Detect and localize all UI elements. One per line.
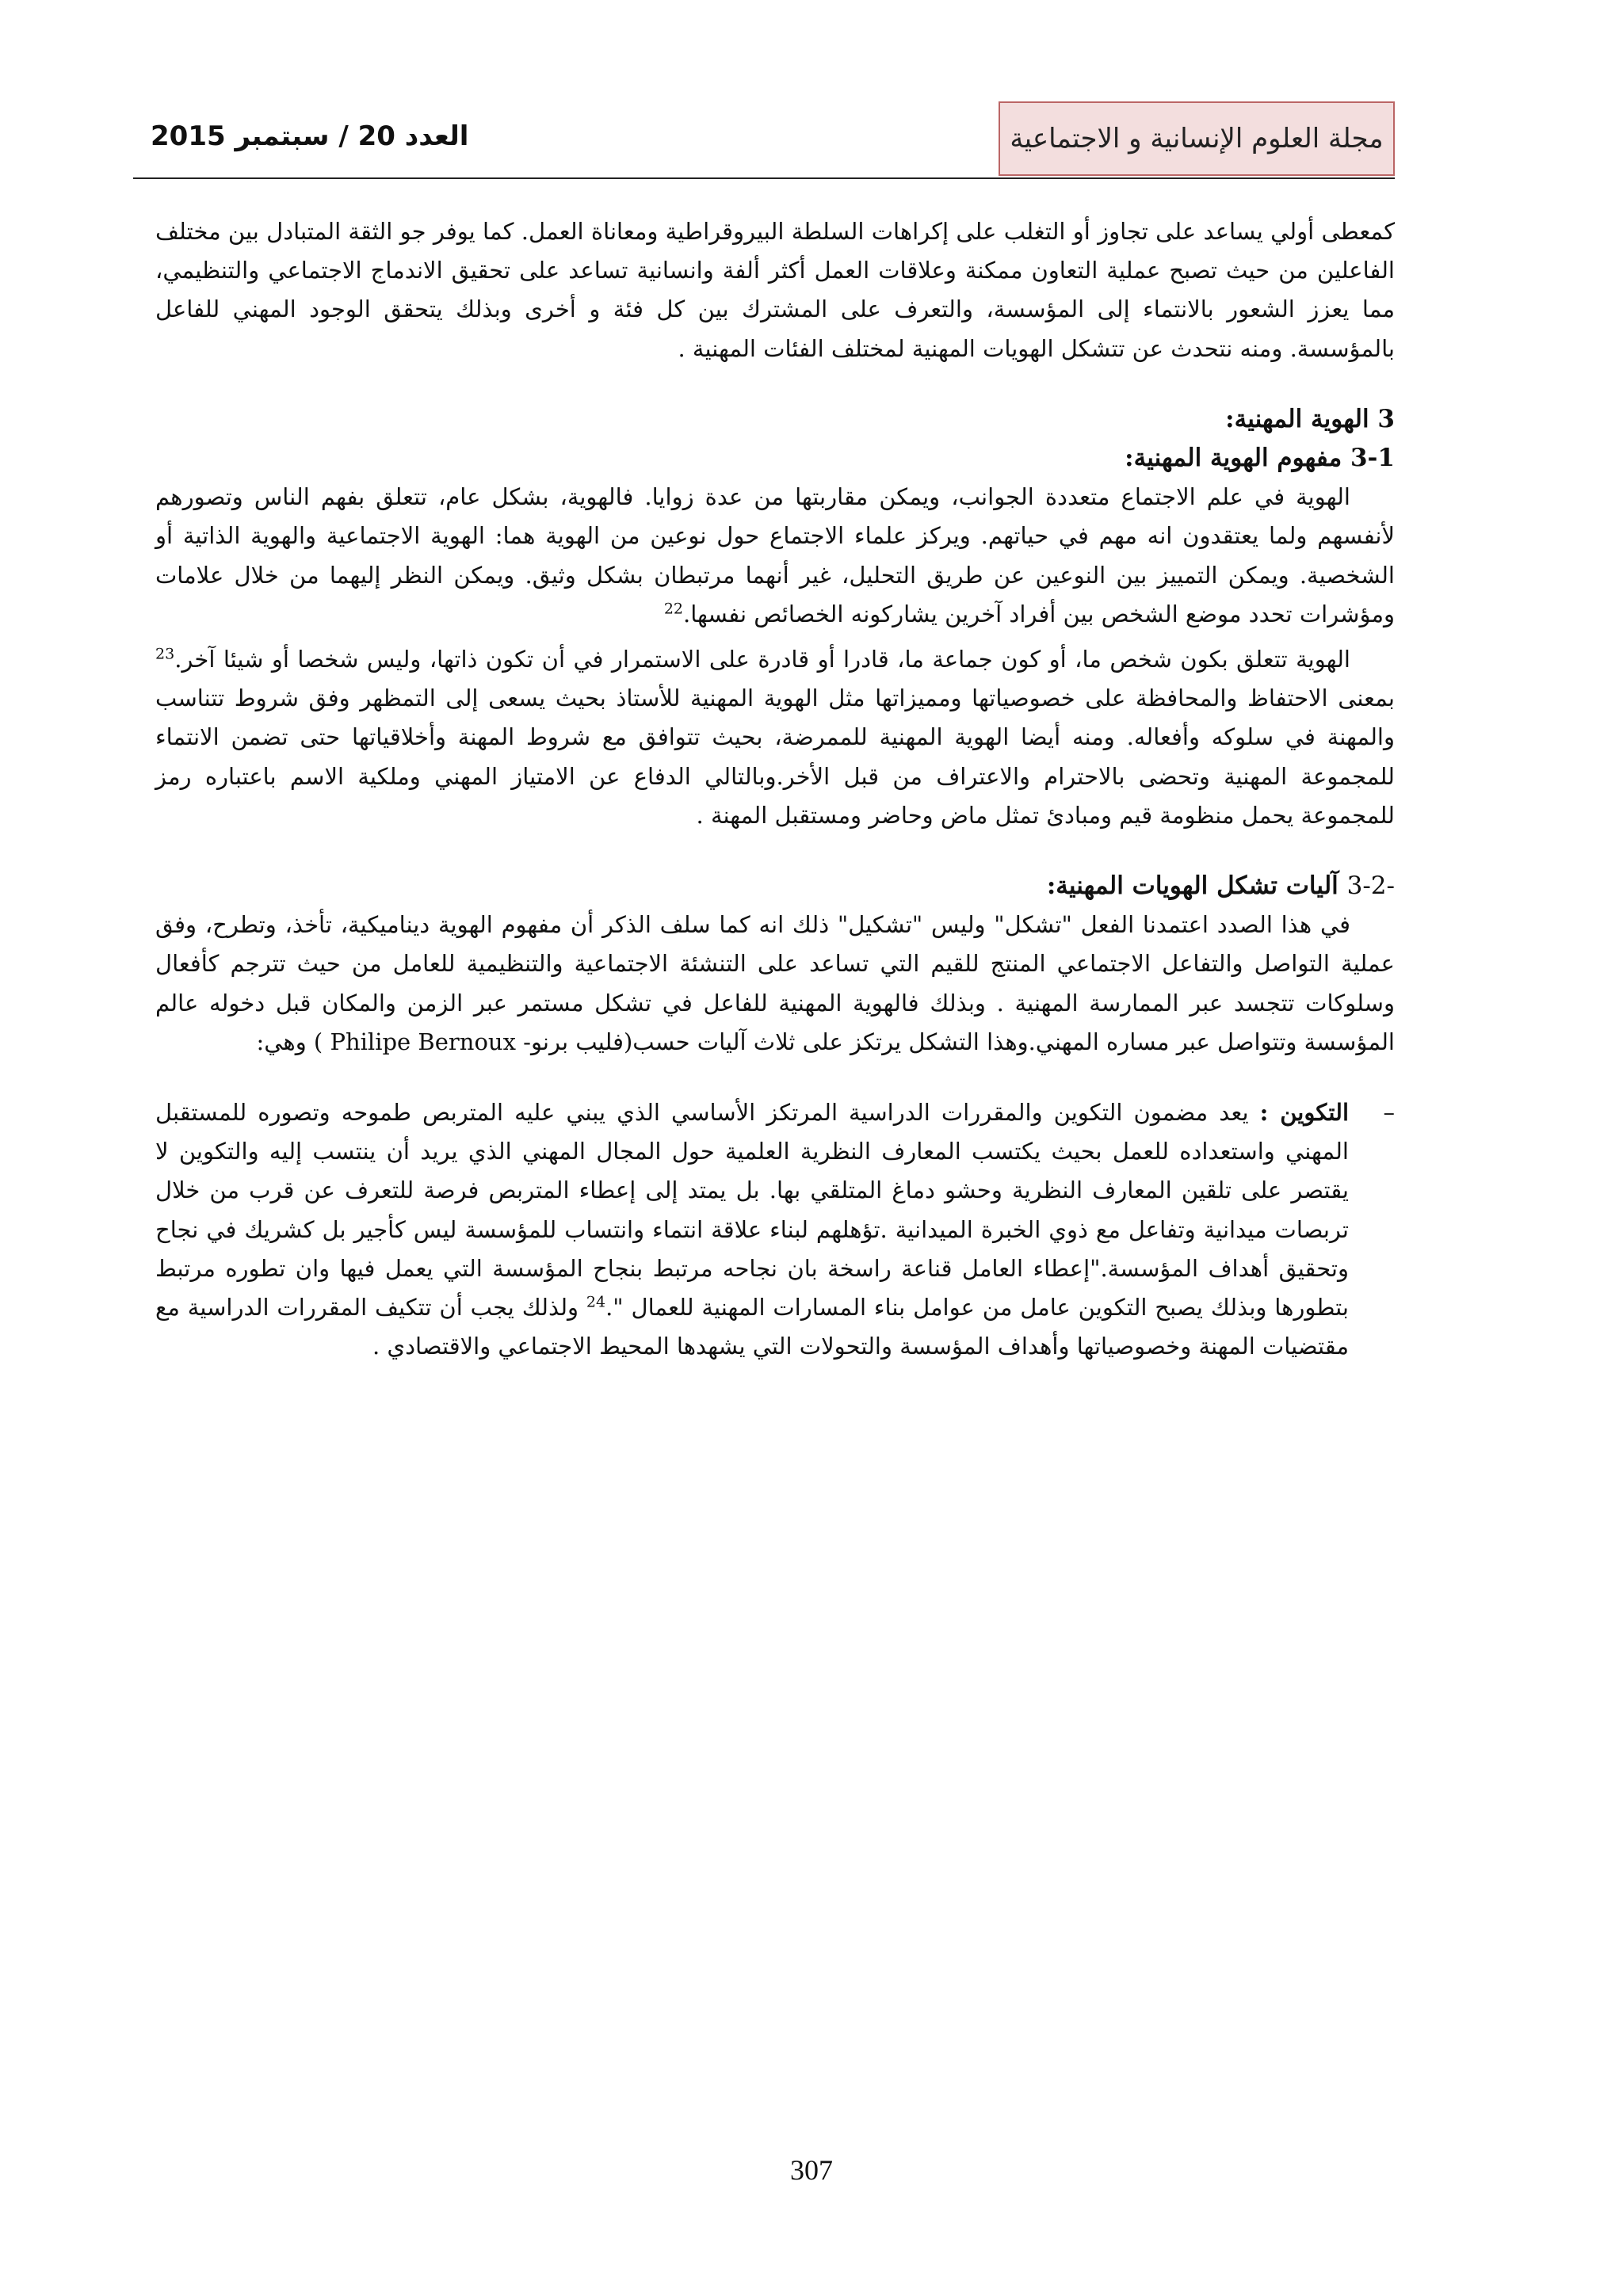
paragraph-text: الهوية تتعلق بكون شخص ما، أو كون جماعة ما، قادرا أو قادرة على الاستمرار في أن تكون ذاتها، وليس شخصا أو شيئا آخر. xyxy=(174,646,1350,673)
subsection-heading-2 xyxy=(155,867,1395,906)
intro-paragraph: كمعطى أولي يساعد على تجاوز أو التغلب على إكراهات السلطة البيروقراطية ومعاناة العمل. كما يوفر جو الثقة المتبادل بين مختلف الفاعلين من حيث تصبح عملية التعاون ممكنة وعلاقات العمل أكثر ألفة وانسانية تساعد على تحقيق الاندماج الاجتماعي والتنظيمي، مما يعزز الشعور بالانتماء إلى المؤسسة، والتعرف على المشترك بين كل فئة و أخرى وبذلك يتحقق الوجود المهني للفاعل بالمؤسسة. ومنه نتحدث عن تتشكل الهويات المهنية لمختلف الفئات المهنية . xyxy=(155,218,1395,362)
footnote-ref-23: 23 xyxy=(155,645,175,663)
journal-title-box xyxy=(999,101,1395,176)
subsection-title: آليات تشكل الهويات المهنية: xyxy=(1046,871,1347,901)
footnote-ref-24: 24 xyxy=(586,1293,606,1311)
bullet-text xyxy=(155,1093,1349,1366)
page-header xyxy=(133,101,1395,179)
paragraph-text: بمعنى الاحتفاظ والمحافظة على خصوصياتها ومميزاتها مثل الهوية المهنية للأستاذ بحيث يسعى إلى التمظهر وفق شروط تتناسب والمهنة في سلوكه وأفعاله. ومنه أيضا الهوية المهنية للممرضة، بحيث تتوافق مع شروط المهنة وأخلاقياتها حتى تضمن الانتماء للمجموعة المهنية وتحضى بالاحترام والاعتراف من قبل الأخر.وبالتالي الدفاع عن الامتياز المهني وملكية الاسم باعتباره رمز للمجموعة يحمل منظومة قيم ومبادئ تمثل ماض وحاضر ومستقبل المهنة . xyxy=(155,685,1395,829)
bullet-body: يعد مضمون التكوين والمقررات الدراسية المرتكز الأساسي الذي يبني عليه المتربص طموحه وتصوره للمستقبل المهني واستعداده للعمل بحيث يكتسب المعارف النظرية العلمية حول المجال المهني الذي يريد أن ينتسب إليه والتكوين لا يقتصر على تلقين المعارف النظرية وحشو دماغ المتلقي بها. بل يمتد إلى إعطاء المتربص فرصة للتعرف عن قرب من خلال تربصات ميدانية وتفاعل مع ذوي الخبرة الميدانية .تؤهلهم لبناء علاقة انتماء وانتساب للمؤسسة ليس كأجير بل كشريك في نجاح وتحقيق أهداف المؤسسة."إعطاء العامل قناعة راسخة بان نجاحه مرتبط بنجاح المؤسسة التي يعمل فيها وان تطوره مرتبط بتطورها وبذلك يصبح التكوين عامل من عوامل بناء المسارات المهنية للعمال ". xyxy=(155,1099,1349,1322)
bullet-body-end: ولذلك يجب أن تتكيف المقررات الدراسية مع مقتضيات المهنة وخصوصياتها وأهداف المؤسسة والتحولات التي يشهدها المحيط الاجتماعي والاقتصادي . xyxy=(155,1294,1349,1360)
paragraph-text: الهوية في علم الاجتماع متعددة الجوانب، ويمكن مقاربتها من عدة زوايا. فالهوية، بشكل عام، تتعلق بفهم الناس وتصورهم لأنفسهم ولما يعتقدون انه مهم في حياتهم. ويركز علماء الاجتماع حول نوعين من الهوية هما: الهوية الاجتماعية والهوية الذاتية أو الشخصية. ويمكن التمييز بين النوعين عن طريق التحليل، غير أنهما مرتبطان بشكل وثيق. ويمكن النظر إليهما من خلال علامات ومؤشرات تحدد موضع الشخص بين أفراد آخرين يشاركونه الخصائص نفسها. xyxy=(155,483,1395,627)
section-heading: 3 الهوية المهنية: xyxy=(1225,404,1395,433)
paragraph-identity-definition xyxy=(155,478,1395,634)
bullet-term: التكوين : xyxy=(1259,1099,1349,1127)
subsection-number: -3-2 xyxy=(1346,871,1395,901)
list-item xyxy=(155,1093,1395,1366)
journal-title: مجلة العلوم الإنسانية و الاجتماعية xyxy=(1010,123,1384,154)
subsection-heading-1: 3-1 مفهوم الهوية المهنية: xyxy=(1125,444,1395,473)
bullet-dash: – xyxy=(1383,1099,1395,1127)
footnote-ref-22: 22 xyxy=(663,600,683,618)
paragraph-mechanisms: في هذا الصدد اعتمدنا الفعل "تشكل" وليس "تشكيل" ذلك انه كما سلف الذكر أن مفهوم الهوية ديناميكية، تأخذ، وتطرح، وفق عملية التواصل والتفاعل الاجتماعي المنتج للقيم التي تساعد على التنشئة الاجتماعية والتنظيمية للعامل من حيث تترجم كأفعال وسلوكات تتجسد عبر الممارسة المهنية . وبذلك فالهوية المهنية للفاعل في تشكل مستمر عبر الزمن والمكان قبل دخوله عالم المؤسسة وتتواصل عبر مساره المهني.وهذا التشكل يرتكز على ثلاث آليات حسب(فليب برنو- Philipe Bernoux ) وهي: xyxy=(155,911,1395,1055)
issue-label: العدد 20 / سبتمبر 2015 xyxy=(151,120,469,152)
paragraph-identity-continuity xyxy=(155,640,1395,835)
article-body xyxy=(155,212,1395,1366)
page-number: 307 xyxy=(790,2154,833,2186)
